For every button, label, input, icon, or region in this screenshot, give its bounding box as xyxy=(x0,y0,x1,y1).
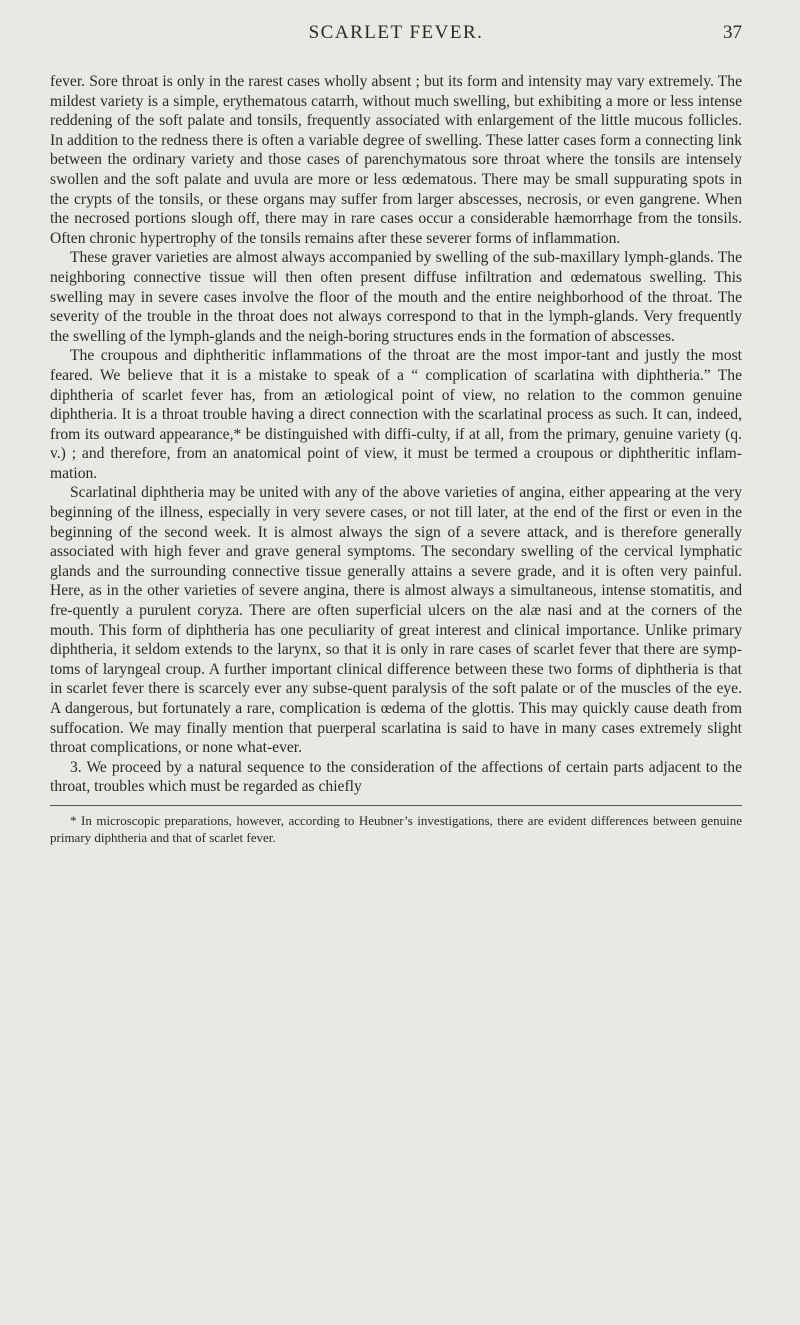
running-title: SCARLET FEVER. xyxy=(308,22,484,43)
paragraph-1: fever. Sore throat is only in the rarest cases wholly absent ; but its form and intensity may vary extremely. The mildest variety is a simple, erythematous catarrh, without much swelling, but exhibiting a more or less intense reddening of the soft palate and tonsils, frequently associated with enlargement of the little mucous follicles. In addition to the redness there is often a variable degree of swelling. These latter cases form a connecting link between the ordinary variety and those cases of parenchymatous sore throat where the tonsils are intensely swollen and the soft palate and uvula are more or less œdematous. There may be small suppurating spots in the crypts of the tonsils, or these organs may suffer from larger abscesses, necrosis, or even gangrene. When the necrosed portions slough off, there may in rare cases occur a considerable hæmorrhage from the tonsils. Often chronic hypertrophy of the tonsils remains after these severer forms of inflammation. xyxy=(50,73,742,247)
body-text xyxy=(50,72,742,797)
footnote-divider xyxy=(50,805,742,806)
paragraph-4: Scarlatinal diphtheria may be united with any of the above varieties of angina, either appearing at the very beginning of the illness, especially in very severe cases, or not till later, at the end of the first or even in the beginning of the second week. It is almost always the sign of a severe attack, and is therefore generally associated with high fever and grave general symptoms. The secondary swelling of the cervical lymphatic glands and the surrounding connective tissue generally attains a severe grade, and it is often very painful. Here, as in the other varieties of severe angina, there is almost always a simultaneous, intense stomatitis, and fre-quently a purulent coryza. There are often superficial ulcers on the alæ nasi and at the corners of the mouth. This form of diphtheria has one peculiarity of great interest and clinical importance. Unlike primary diphtheria, it seldom extends to the larynx, so that it is only in rare cases of scarlet fever that there are symp-toms of laryngeal croup. A further important clinical difference between these two forms of diphtheria is that in scarlet fever there is scarcely ever any subse-quent paralysis of the soft palate or of the muscles of the eye. A dangerous, but fortunately a rare, complication is œdema of the glottis. This may quickly cause death from suffocation. We may finally mention that puerperal scarlatina is said to have in many cases extremely slight throat complications, or none what-ever. xyxy=(50,484,742,757)
paragraph-2: These graver varieties are almost always accompanied by swelling of the sub-maxillary lymph-glands. The neighboring connective tissue will then often present diffuse infiltration and œdematous swelling. This swelling may in severe cases involve the floor of the mouth and the entire neighborhood of the throat. The severity of the trouble in the throat does not always correspond to that in the lymph-glands. Very frequently the swelling of the lymph-glands and the neigh-boring structures ends in the formation of abscesses. xyxy=(50,249,742,345)
page-number: 37 xyxy=(723,22,742,43)
paragraph-3: The croupous and diphtheritic inflammations of the throat are the most impor-tant and justly the most feared. We believe that it is a mistake to speak of a “ complication of scarlatina with diphtheria.” The diphtheria of scarlet fever has, from an ætiological point of view, no relation to the common genuine diphtheria. It is a throat trouble having a direct connection with the scarlatinal process as such. It can, indeed, from its outward appearance,* be distinguished with diffi-culty, if at all, from the primary, genuine variety (q. v.) ; and therefore, from an anatomical point of view, it must be termed a croupous or diphtheritic inflam-mation. xyxy=(50,347,742,482)
paragraph-5: 3. We proceed by a natural sequence to the consideration of the affections of certain parts adjacent to the throat, troubles which must be regarded as chiefly xyxy=(50,758,742,796)
page-header xyxy=(50,0,742,62)
footnote: * In microscopic preparations, however, according to Heubner’s investigations, there are evident differences between genuine primary diphtheria and that of scarlet fever. xyxy=(50,812,742,845)
